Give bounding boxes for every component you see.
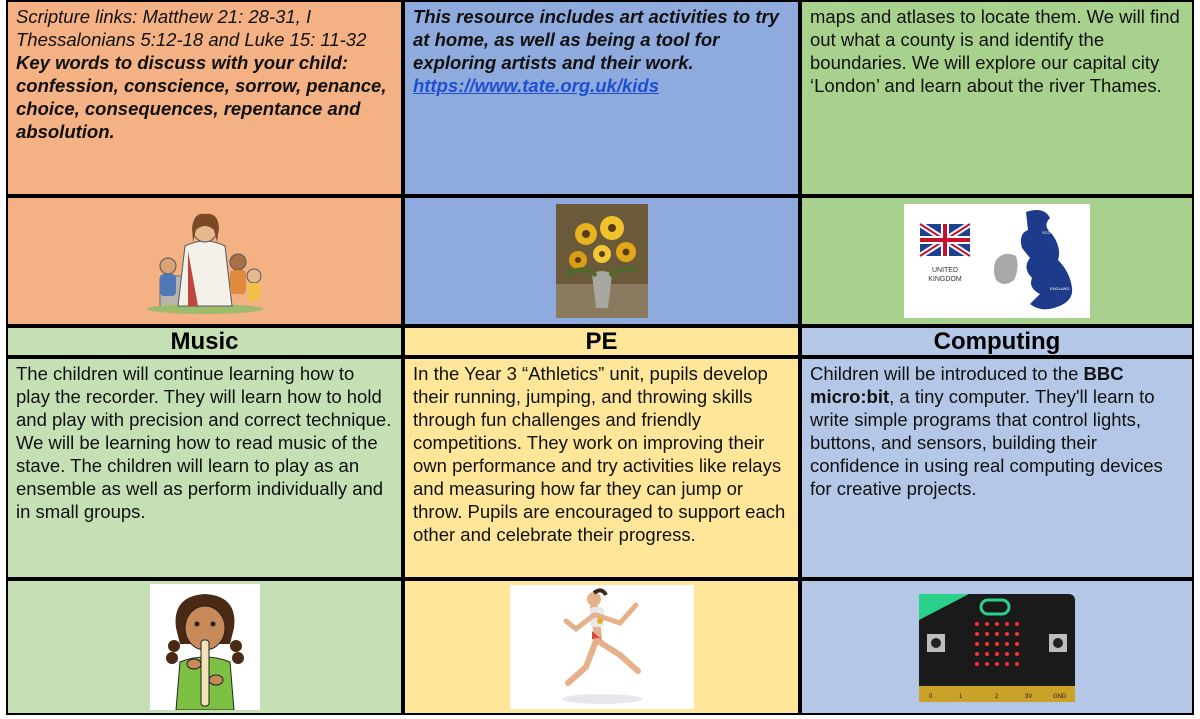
microbit-image-cell bbox=[800, 579, 1194, 715]
child-right-head bbox=[230, 254, 246, 270]
child-right-body bbox=[230, 270, 246, 294]
jesus-children-image-cell bbox=[6, 196, 403, 326]
child-small-head bbox=[247, 269, 261, 283]
tate-kids-link[interactable]: https://www.tate.org.uk/kids bbox=[413, 75, 660, 96]
robe bbox=[178, 241, 232, 306]
geography-text-cell bbox=[800, 0, 1194, 196]
computing-text: Children will be introduced to the BBC micro:bit, a tiny computer. They'll learn to write simple programs that control lights, buttons, and sensors, building their confidence in using real computing devices for creative projects. bbox=[810, 363, 1163, 499]
pin-gnd-label: GND bbox=[1053, 694, 1067, 700]
bbc-microbit-term: BBC micro:bit bbox=[810, 363, 1124, 407]
child-small-body bbox=[248, 283, 260, 301]
pin-2-label: 2 bbox=[995, 694, 999, 700]
computing-heading: Computing bbox=[800, 326, 1194, 357]
medal bbox=[597, 618, 603, 624]
scripture-links: Scripture links: Matthew 21: 28-31, I Thessalonians 5:12-18 and Luke 15: 11-32 bbox=[16, 6, 367, 50]
recorder-instrument bbox=[201, 640, 209, 706]
music-text-cell bbox=[6, 357, 403, 579]
re-key-words: Key words to discuss with your child: confession, conscience, sorrow, penance, choice, consequences, repentance and absolution. bbox=[16, 52, 387, 142]
music-heading: Music bbox=[6, 326, 403, 357]
sunflowers-painting bbox=[556, 204, 648, 318]
running-image-cell bbox=[403, 579, 800, 715]
uk-label-line2: KINGDOM bbox=[928, 276, 962, 283]
child-left-head bbox=[160, 258, 176, 274]
scotland-label: SCOTLAND bbox=[1042, 230, 1064, 235]
music-text: The children will continue learning how to play the recorder. They will learn how to hold and play with precision and correct technique. We will be learning how to read music of the stave. The children will learn to play as an ensemble as well as perform individually and in small groups. bbox=[16, 363, 392, 522]
pin-1-label: 1 bbox=[959, 694, 963, 700]
united-kingdom-picture bbox=[904, 204, 1090, 318]
art-resource-text: This resource includes art activities to try at home, as well as being a tool for exploring artists and their work. bbox=[413, 6, 780, 73]
curriculum-grid bbox=[6, 0, 1194, 715]
ireland-shape bbox=[994, 254, 1018, 284]
re-text-cell bbox=[6, 0, 403, 196]
microbit-board-picture bbox=[917, 590, 1077, 704]
sunflowers-image-cell bbox=[403, 196, 800, 326]
child-left-body bbox=[160, 274, 176, 296]
pe-text-cell bbox=[403, 357, 800, 579]
pe-text: In the Year 3 “Athletics” unit, pupils develop their running, jumping, and throwing skills through fun challenges and friendly competitions. They work on improving their own performance and try activities like relays and measuring how far they can jump or throw. Pupils are encouraged to support each other and celebrate their progress. bbox=[413, 363, 786, 545]
pin-0-label: 0 bbox=[929, 694, 933, 700]
recorder-image-cell bbox=[6, 579, 403, 715]
uk-map-image-cell bbox=[800, 196, 1194, 326]
girl-playing-recorder-picture bbox=[150, 584, 260, 710]
england-label: ENGLAND bbox=[1050, 286, 1070, 291]
union-jack-flag bbox=[920, 224, 970, 256]
pin-3v-label: 3V bbox=[1025, 694, 1033, 700]
pe-heading: PE bbox=[403, 326, 800, 357]
geography-text: maps and atlases to locate them. We will find out what a county is and identify the boundaries. We will explore our capital city ‘London’ and learn about the river Thames. bbox=[810, 6, 1180, 96]
art-text-cell bbox=[403, 0, 800, 196]
computing-text-cell bbox=[800, 357, 1194, 579]
running-athlete-picture bbox=[510, 585, 694, 709]
jesus-with-children-picture bbox=[140, 206, 270, 316]
uk-label-line1: UNITED bbox=[931, 267, 959, 274]
